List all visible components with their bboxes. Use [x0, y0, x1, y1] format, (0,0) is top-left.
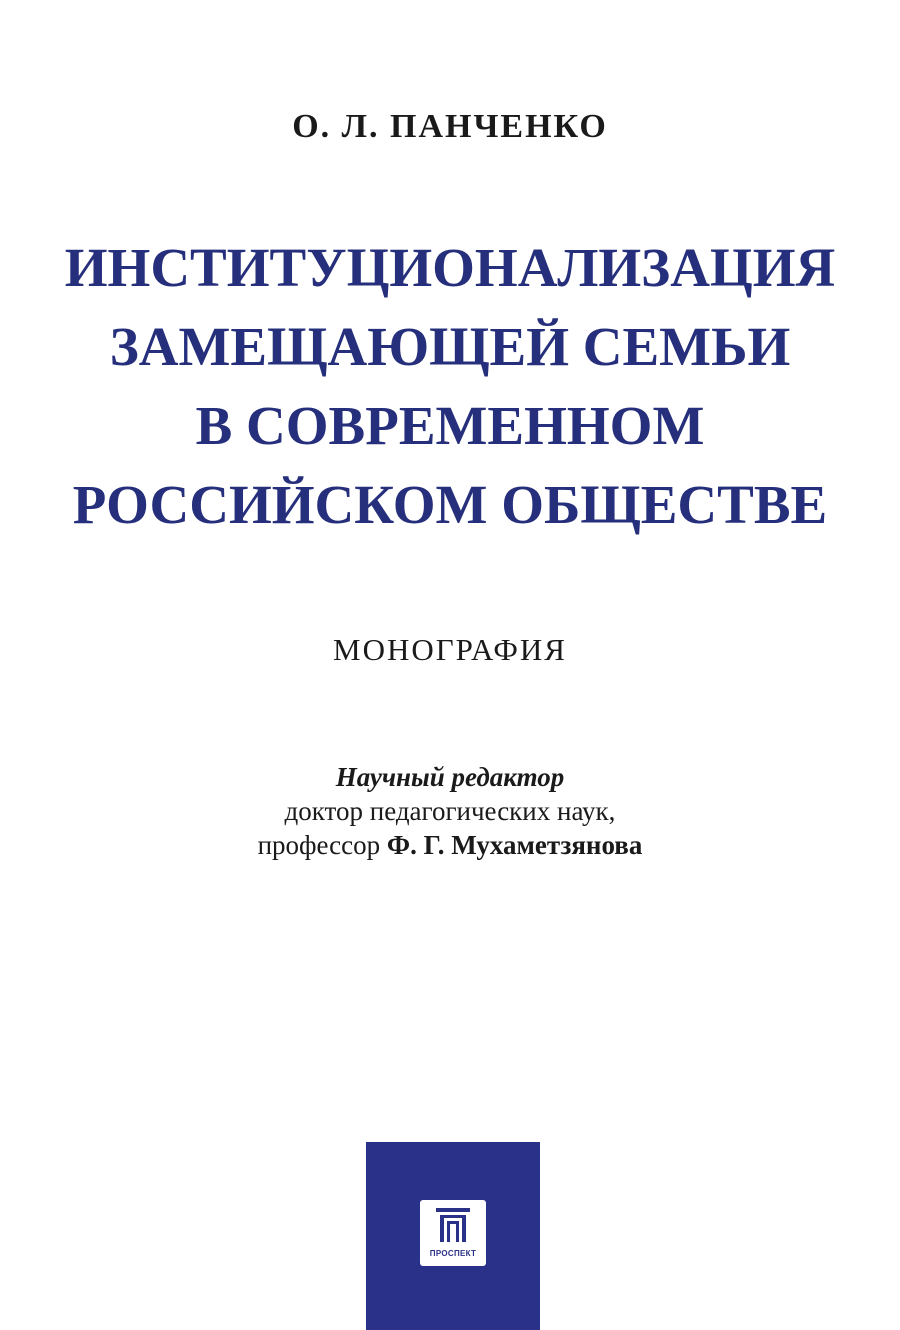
editor-name: Ф. Г. Мухаметзянова: [386, 830, 643, 860]
title-line-1: ИНСТИТУЦИОНАЛИЗАЦИЯ: [64, 237, 836, 298]
title-line-2: ЗАМЕЩАЮЩЕЙ СЕМЬИ: [109, 316, 791, 377]
title-line-4: РОССИЙСКОМ ОБЩЕСТВЕ: [72, 474, 828, 535]
author-name: О. Л. ПАНЧЕНКО: [292, 108, 608, 145]
editor-title: профессор: [257, 830, 381, 860]
book-genre: МОНОГРАФИЯ: [333, 632, 567, 667]
publisher-name: ПРОСПЕКТ: [429, 1249, 477, 1258]
building-columns-icon: [430, 1206, 476, 1246]
editor-role: Научный редактор: [335, 762, 565, 792]
editor-title-line: [0, 828, 900, 862]
editor-block: [0, 760, 900, 862]
editor-degree: доктор педагогических наук,: [284, 796, 616, 826]
title-line-3: В СОВРЕМЕННОМ: [195, 395, 705, 456]
book-title: [0, 228, 900, 544]
